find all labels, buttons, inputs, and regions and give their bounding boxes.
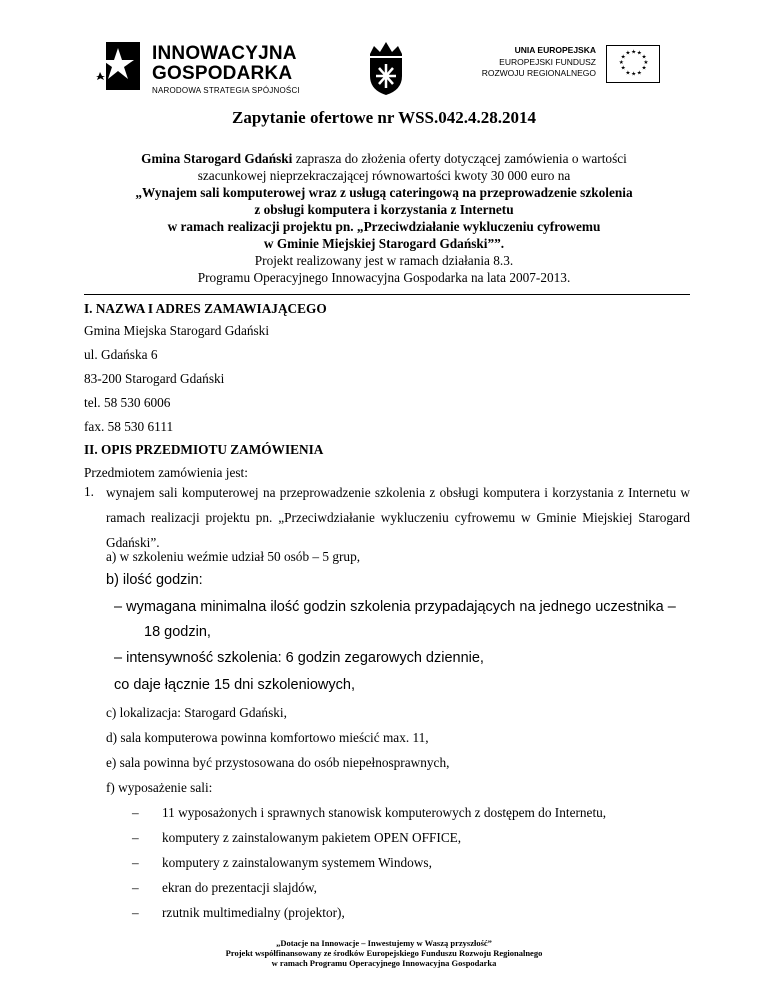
star-logo-icon xyxy=(96,40,142,92)
logo-line-1: INNOWACYJNA xyxy=(152,43,297,64)
item-b-dash-1-cont: 18 godzin, xyxy=(144,624,211,640)
footer-line-1: „Dotacje na Innowacje – Inwestujemy w Waszą przyszłość” xyxy=(276,938,492,948)
document-title: Zapytanie ofertowe nr WSS.042.4.28.2014 xyxy=(232,108,536,127)
item-d: d) sala komputerowa powinna komfortowo mieścić max. 11, xyxy=(106,730,429,745)
section-1-heading: I. NAZWA I ADRES ZAMAWIAJĄCEGO xyxy=(84,301,327,316)
svg-text:★: ★ xyxy=(636,50,642,57)
footer-line-2: Projekt współfinansowany ze środków Europejskiego Funduszu Rozwoju Regionalnego xyxy=(225,948,543,958)
bullet-dash: – xyxy=(132,855,139,870)
intro-line-2: szacunkowej nieprzekraczającej równowartości kwoty 30 000 euro na xyxy=(197,168,571,183)
city-crest-icon xyxy=(366,40,406,96)
intro-line-8: Programu Operacyjnego Innowacyjna Gospodarka na lata 2007-2013. xyxy=(197,270,571,285)
svg-text:★: ★ xyxy=(620,65,626,72)
eu-lines xyxy=(482,57,596,79)
footer-line-3: w ramach Programu Operacyjnego Innowacyjna Gospodarka xyxy=(271,958,497,968)
intro-line-6: w Gminie Miejskiej Starogard Gdański””. xyxy=(263,236,505,251)
intro-line-3: „Wynajem sali komputerowej wraz z usługą cateringową na przeprowadzenie szkolenia xyxy=(135,185,633,200)
equipment-item: komputery z zainstalowanym pakietem OPEN OFFICE, xyxy=(162,830,462,845)
address-line: Gmina Miejska Starogard Gdański xyxy=(84,323,270,338)
address-line: ul. Gdańska 6 xyxy=(84,347,158,362)
svg-text:★: ★ xyxy=(625,70,631,77)
intro-line-4: z obsługi komputera i korzystania z Internetu xyxy=(254,202,514,217)
logo-line-2: GOSPODARKA xyxy=(152,63,293,84)
intro-line-5: w ramach realizacji projektu pn. „Przeciwdziałanie wykluczeniu cyfrowemu xyxy=(167,219,601,234)
item-1-text: wynajem sali komputerowej na przeprowadzenie szkolenia z obsługi komputera i korzystania z Internetu w ramach realizacji projektu pn. „Przeciwdziałanie wykluczeniu cyfrowemu w Gminie Miejskiej Starogard Gdański”. xyxy=(106,485,690,550)
intro-gmina: Gmina Starogard Gdański xyxy=(141,151,293,166)
eu-line-2: EUROPEJSKI FUNDUSZ xyxy=(499,57,596,67)
equipment-item: ekran do prezentacji slajdów, xyxy=(162,880,317,895)
bullet-dash: – xyxy=(132,830,139,845)
svg-text:★: ★ xyxy=(631,49,637,56)
item-b-summary: co daje łącznie 15 dni szkoleniowych, xyxy=(114,677,355,693)
svg-text:★: ★ xyxy=(643,60,649,66)
item-e: e) sala powinna być przystosowana do osób niepełnosprawnych, xyxy=(106,755,450,770)
equipment-item: komputery z zainstalowanym systemem Windows, xyxy=(162,855,432,870)
eu-line-1: UNIA EUROPEJSKA xyxy=(514,45,596,55)
svg-text:★: ★ xyxy=(620,54,626,61)
intro-line-7: Projekt realizowany jest w ramach działania 8.3. xyxy=(254,253,514,268)
section-2-heading: II. OPIS PRZEDMIOTU ZAMÓWIENIA xyxy=(84,442,324,457)
item-f: f) wyposażenie sali: xyxy=(106,780,213,795)
svg-text:★: ★ xyxy=(641,65,647,72)
section-2-intro: Przedmiotem zamówienia jest: xyxy=(84,465,248,480)
item-1-number: 1. xyxy=(84,484,94,499)
intro-block xyxy=(60,150,708,286)
eu-line-3: ROZWOJU REGIONALNEGO xyxy=(481,68,596,78)
equipment-item: 11 wyposażonych i sprawnych stanowisk komputerowych z dostępem do Internetu, xyxy=(162,805,607,820)
bullet-dash: – xyxy=(132,880,139,895)
item-b-dash-2: – intensywność szkolenia: 6 godzin zegarowych dziennie, xyxy=(114,650,484,666)
logo-line-3: NARODOWA STRATEGIA SPÓJNOŚCI xyxy=(152,86,300,95)
svg-text:★: ★ xyxy=(625,50,631,57)
equipment-item: rzutnik multimedialny (projektor), xyxy=(162,905,345,920)
divider xyxy=(84,294,690,295)
svg-text:★: ★ xyxy=(618,60,624,66)
svg-text:★: ★ xyxy=(631,71,637,78)
address-line: 83-200 Starogard Gdański xyxy=(84,371,225,386)
eu-logo xyxy=(470,43,660,93)
item-b: b) ilość godzin: xyxy=(106,572,203,588)
eu-flag-icon xyxy=(606,45,660,83)
intro-line-1 xyxy=(60,150,708,167)
svg-text:★: ★ xyxy=(641,54,647,61)
address-line: fax. 58 530 6111 xyxy=(84,419,174,434)
bullet-dash: – xyxy=(132,905,139,920)
bullet-dash: – xyxy=(132,805,139,820)
address-line: tel. 58 530 6006 xyxy=(84,395,171,410)
intro-line-1-rest: zaprasza do złożenia oferty dotyczącej zamówienia o wartości xyxy=(292,151,627,166)
item-c: c) lokalizacja: Starogard Gdański, xyxy=(106,705,287,720)
item-a: a) w szkoleniu weźmie udział 50 osób – 5 grup, xyxy=(106,549,361,564)
footer xyxy=(0,938,768,968)
item-b-dash-1: – wymagana minimalna ilość godzin szkolenia przypadających na jednego uczestnika – xyxy=(114,599,676,615)
innowacyjna-gospodarka-logo xyxy=(96,40,306,100)
svg-text:★: ★ xyxy=(636,70,642,77)
